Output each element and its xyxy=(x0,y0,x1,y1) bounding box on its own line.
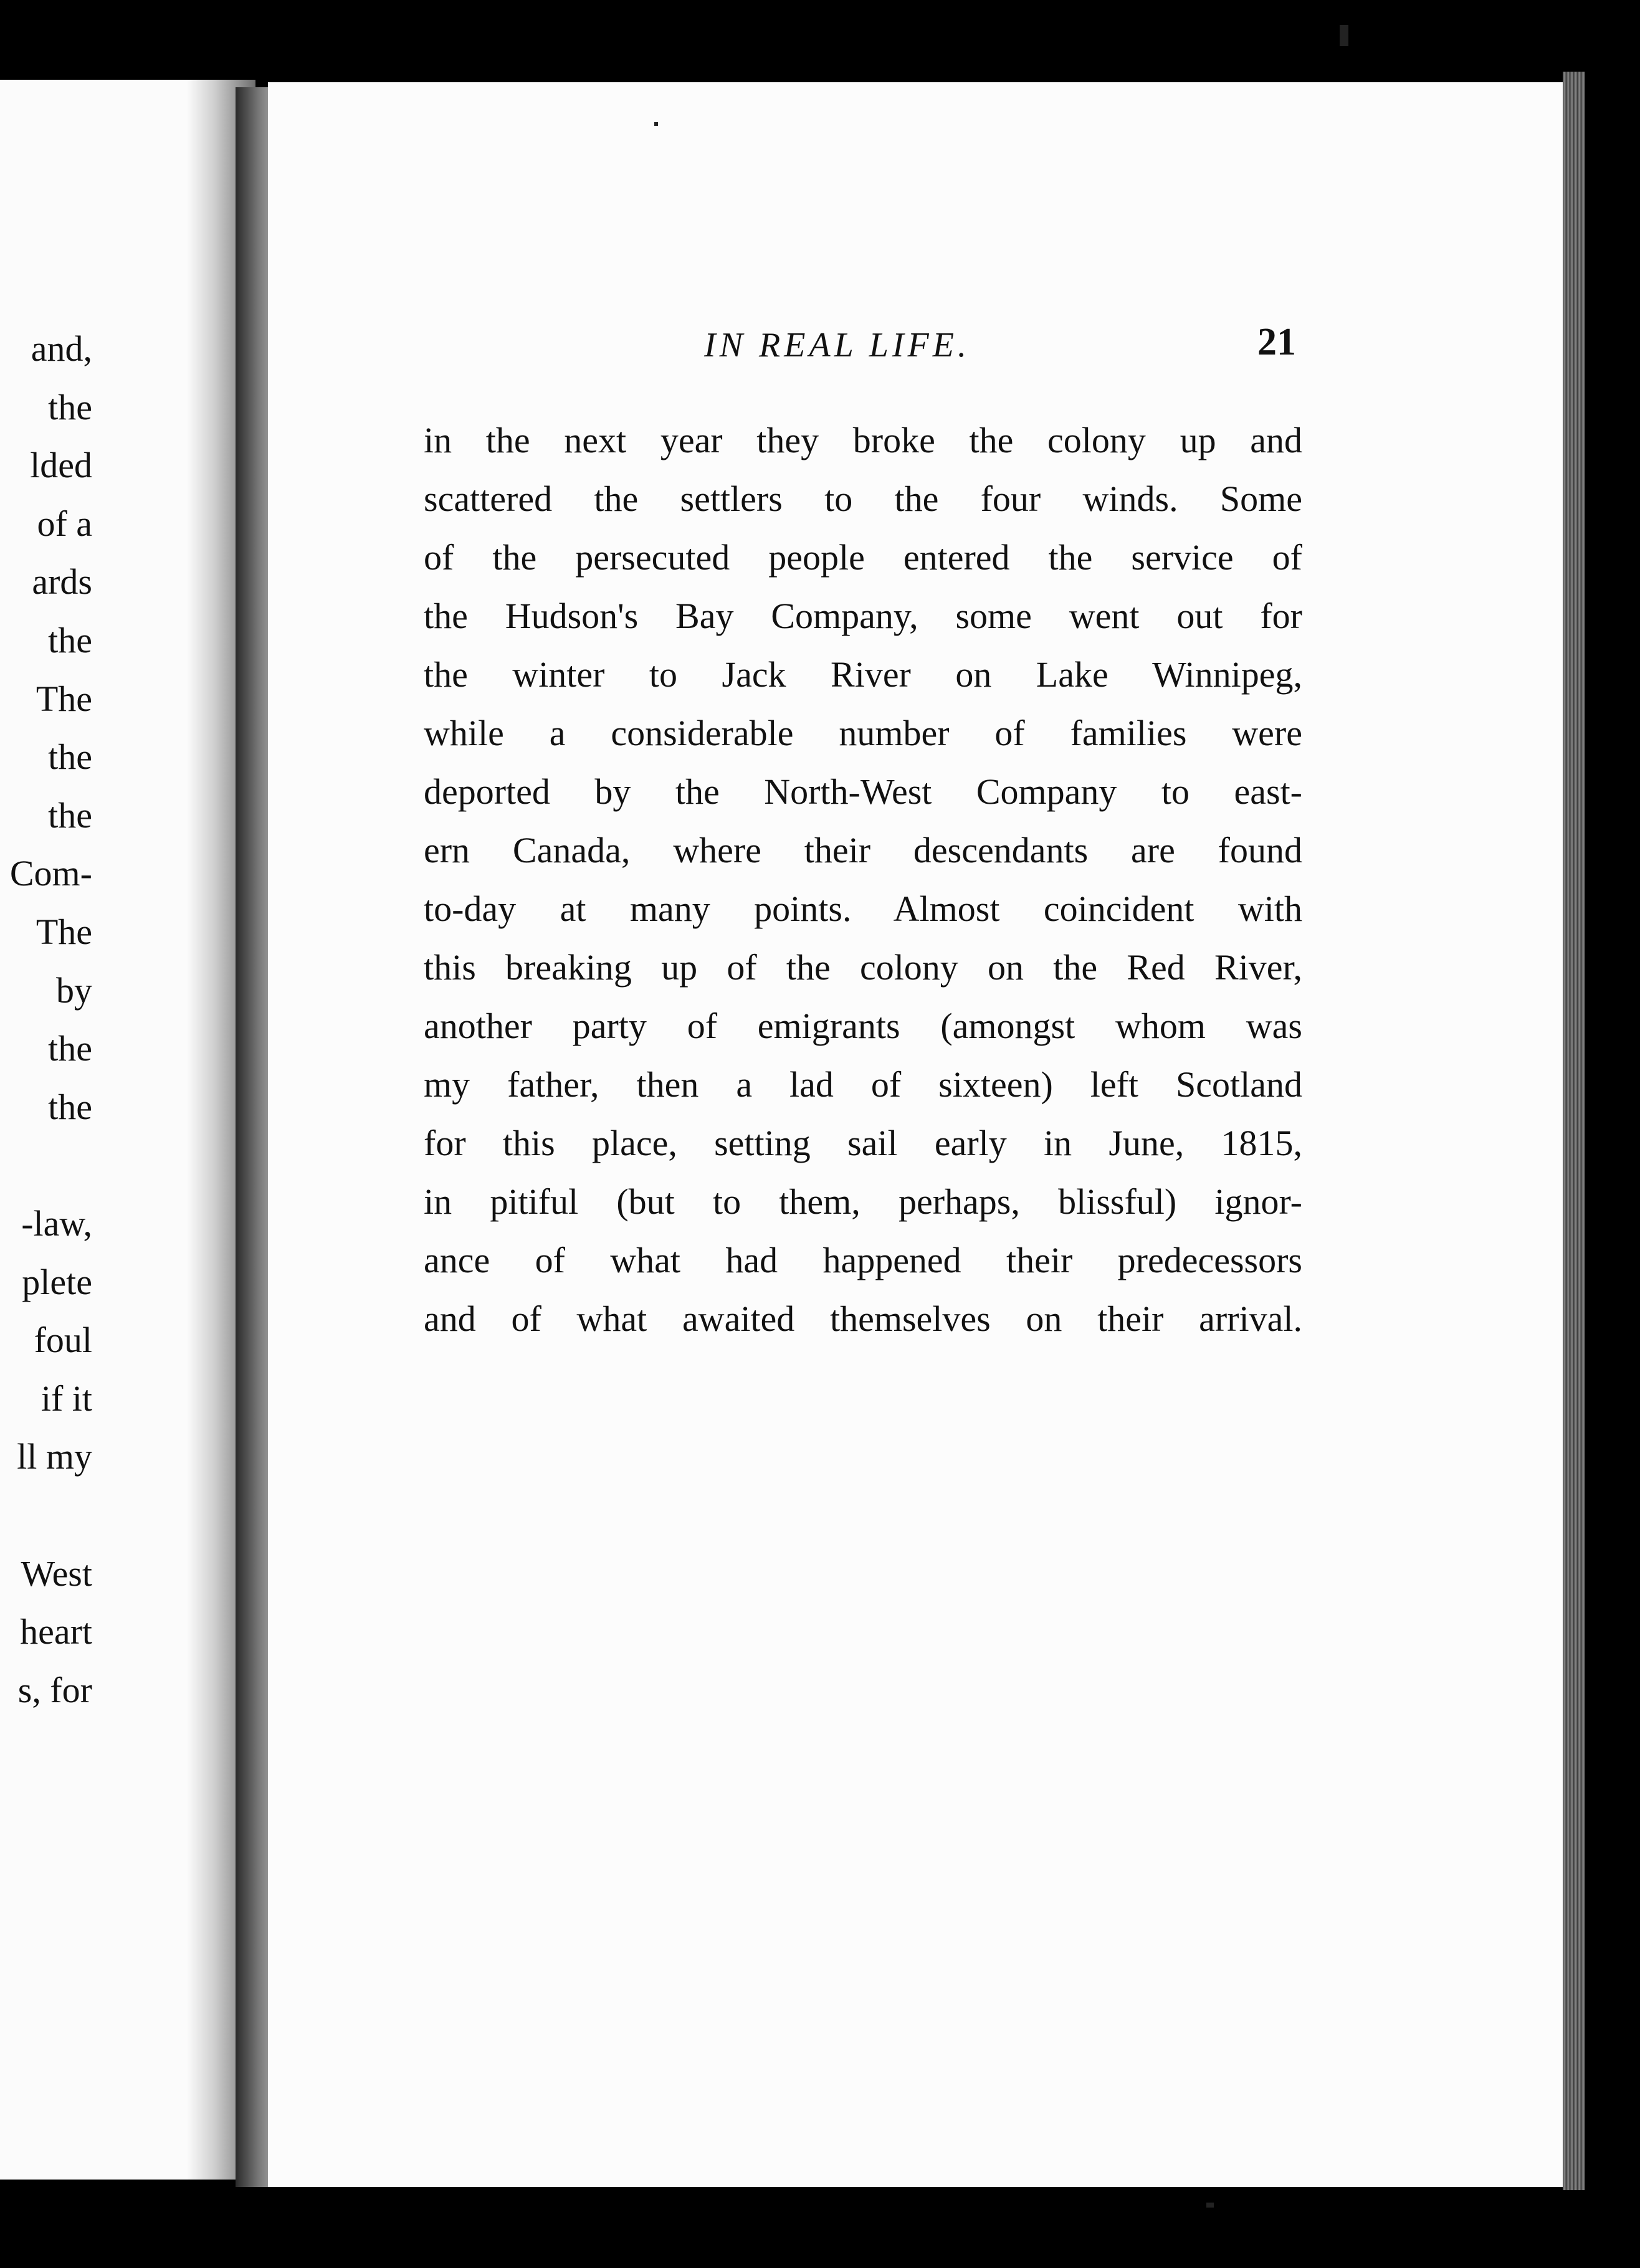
left-page-line: by xyxy=(56,970,92,1011)
body-line: for this place, setting sail early in June, 1815, xyxy=(424,1123,1302,1163)
left-page-line: the xyxy=(48,620,92,660)
left-page-line: heart xyxy=(20,1611,92,1652)
left-page-line: West xyxy=(21,1553,92,1594)
scan-speck xyxy=(654,122,658,126)
page-edge xyxy=(1563,72,1585,2190)
body-line: in the next year they broke the colony up and xyxy=(424,420,1302,460)
left-page-line: plete xyxy=(22,1261,92,1302)
left-page-line: the xyxy=(48,386,92,427)
body-line: the winter to Jack River on Lake Winnipeg, xyxy=(424,654,1302,695)
body-line: while a considerable number of families were xyxy=(424,713,1302,753)
body-line: deported by the North-West Company to east- xyxy=(424,771,1302,812)
body-line: ance of what had happened their predecessors xyxy=(424,1240,1302,1280)
left-page-line: ards xyxy=(32,561,92,603)
left-page-line: foul xyxy=(34,1320,92,1361)
body-line: the Hudson's Bay Company, some went out for xyxy=(424,596,1302,636)
body-line: to-day at many points. Almost coincident with xyxy=(424,889,1302,929)
left-page-line: the xyxy=(48,736,92,778)
left-page-line: and, xyxy=(31,328,92,369)
left-page-line: -law, xyxy=(21,1203,92,1244)
body-line: and of what awaited themselves on their arrival. xyxy=(424,1298,1302,1339)
page-number: 21 xyxy=(1257,321,1296,363)
left-page-line: The xyxy=(36,678,92,719)
scan-speck xyxy=(1206,2203,1214,2208)
left-page-line: The xyxy=(36,912,92,952)
left-page-line: Com- xyxy=(9,853,92,894)
body-line: this breaking up of the colony on the Red River, xyxy=(424,947,1302,988)
left-page-line: the xyxy=(48,1028,92,1069)
body-line: my father, then a lad of sixteen) left Scotland xyxy=(424,1064,1302,1105)
left-page-line: ll my xyxy=(17,1436,92,1477)
body-line: of the persecuted people entered the service of xyxy=(424,537,1302,578)
body-line: another party of emigrants (amongst whom was xyxy=(424,1006,1302,1046)
left-page-line: if it xyxy=(41,1378,92,1419)
left-page-line: the xyxy=(48,794,92,836)
left-page-line: s, for xyxy=(17,1669,92,1710)
scan-speck xyxy=(1340,25,1348,46)
body-line: scattered the settlers to the four winds. Some xyxy=(424,479,1302,519)
left-page-line: of a xyxy=(37,503,92,544)
left-page-line: lded xyxy=(30,445,92,486)
body-text xyxy=(424,411,1302,1348)
left-page-line: the xyxy=(48,1086,92,1127)
body-line: ern Canada, where their descendants are found xyxy=(424,830,1302,870)
running-head: IN REAL LIFE. xyxy=(704,326,970,364)
body-line: in pitiful (but to them, perhaps, blissful) ignor- xyxy=(424,1181,1302,1222)
